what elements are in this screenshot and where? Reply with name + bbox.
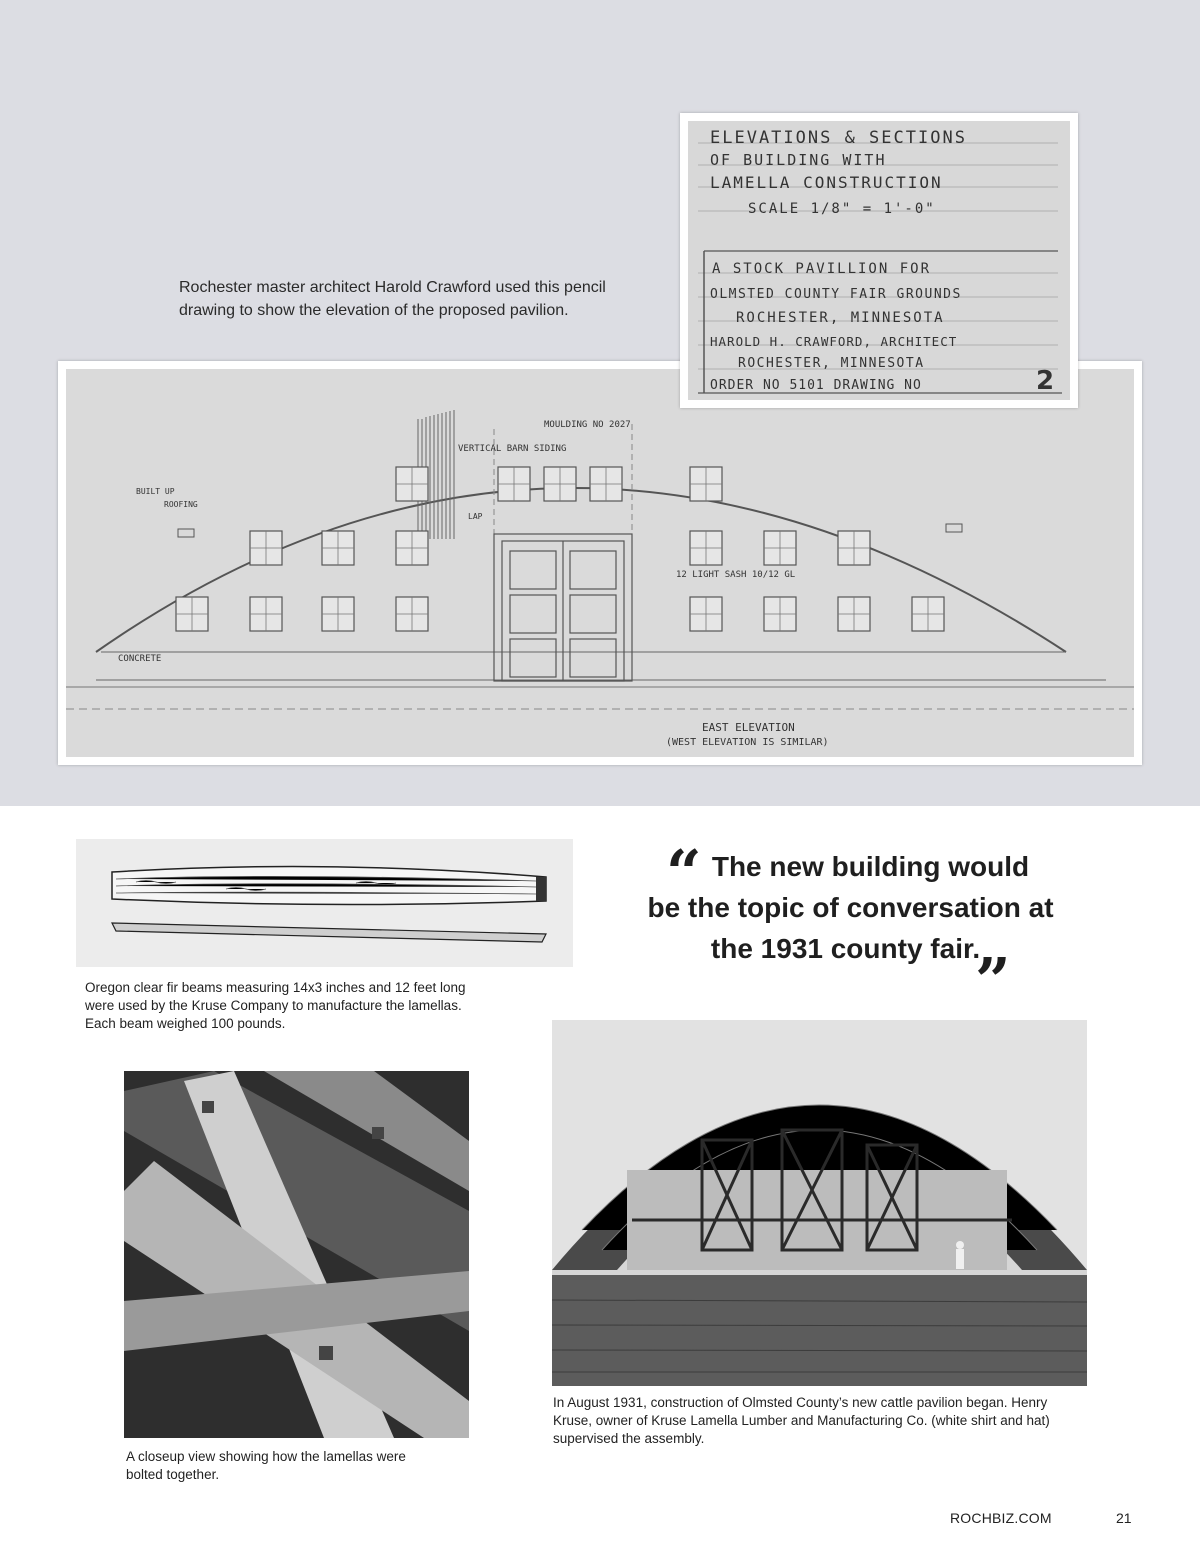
closeup-caption: A closeup view showing how the lamellas were bolted together. (126, 1449, 406, 1482)
title-line-3: LAMELLA CONSTRUCTION (710, 173, 943, 192)
pull-quote-line-2: be the topic of conversation at (647, 892, 1054, 923)
open-quote-mark: “ (666, 836, 702, 909)
pull-quote-line-3: the 1931 county fair. (710, 933, 981, 964)
note-moulding: MOULDING NO 2027 (544, 420, 631, 430)
title-line-7: ROCHESTER, MINNESOTA (736, 310, 945, 326)
pull-quote-line-1: The new building would (711, 851, 1030, 882)
beam-illustration (76, 839, 573, 967)
note-east-elevation: EAST ELEVATION (702, 721, 795, 734)
beam-caption: Oregon clear fir beams measuring 14x3 inches and 12 feet long were used by the Kruse Company to manufacture the lamellas. Each beam weighed 100 pounds. (85, 980, 466, 1031)
drawing-caption: Rochester master architect Harold Crawford used this pencil drawing to show the elevation of the proposed pavilion. (179, 279, 606, 319)
title-line-10: ORDER NO 5101 DRAWING NO (710, 378, 922, 393)
footer-page-number: 21 (1116, 1510, 1132, 1526)
title-scale: SCALE 1/8" = 1'-0" (748, 201, 936, 217)
footer-site-url: ROCHBIZ.COM (950, 1510, 1052, 1526)
title-line-8: HAROLD H. CRAWFORD, ARCHITECT (710, 334, 958, 349)
title-block-frame (680, 113, 1078, 408)
construction-photo (552, 1020, 1087, 1386)
note-concrete: CONCRETE (118, 654, 162, 664)
note-sash: 12 LIGHT SASH 10/12 GL (676, 570, 796, 580)
note-roofing-2: ROOFING (164, 500, 198, 509)
note-west-elevation: (WEST ELEVATION IS SIMILAR) (666, 737, 829, 748)
lamella-closeup-photo (124, 1071, 469, 1438)
title-line-9: ROCHESTER, MINNESOTA (738, 356, 925, 371)
title-line-6: OLMSTED COUNTY FAIR GROUNDS (710, 287, 962, 302)
note-siding: VERTICAL BARN SIDING (458, 444, 567, 454)
construction-caption: In August 1931, construction of Olmsted County’s new cattle pavilion began. Henry Kruse, owner of Kruse Lamella Lumber and Manufacturing Co. (white shirt and hat) supervised the assembly. (553, 1395, 1050, 1446)
construction-image (552, 1020, 1087, 1386)
elevation-sketch (66, 369, 1134, 757)
close-quote-mark: ” (975, 944, 1011, 1017)
title-line-5: A STOCK PAVILLION FOR (712, 261, 932, 277)
elevation-drawing (66, 369, 1134, 757)
title-block-sketch (688, 121, 1070, 400)
beam-sketch (76, 839, 573, 967)
closeup-image (124, 1071, 469, 1438)
title-line-2: OF BUILDING WITH (710, 151, 887, 169)
note-roofing-1: BUILT UP (136, 487, 175, 496)
title-block (688, 121, 1070, 400)
title-line-1: ELEVATIONS & SECTIONS (710, 128, 967, 148)
elevation-drawing-frame (58, 361, 1142, 765)
drawing-number: 2 (1036, 366, 1055, 396)
note-lap: LAP (468, 512, 483, 521)
